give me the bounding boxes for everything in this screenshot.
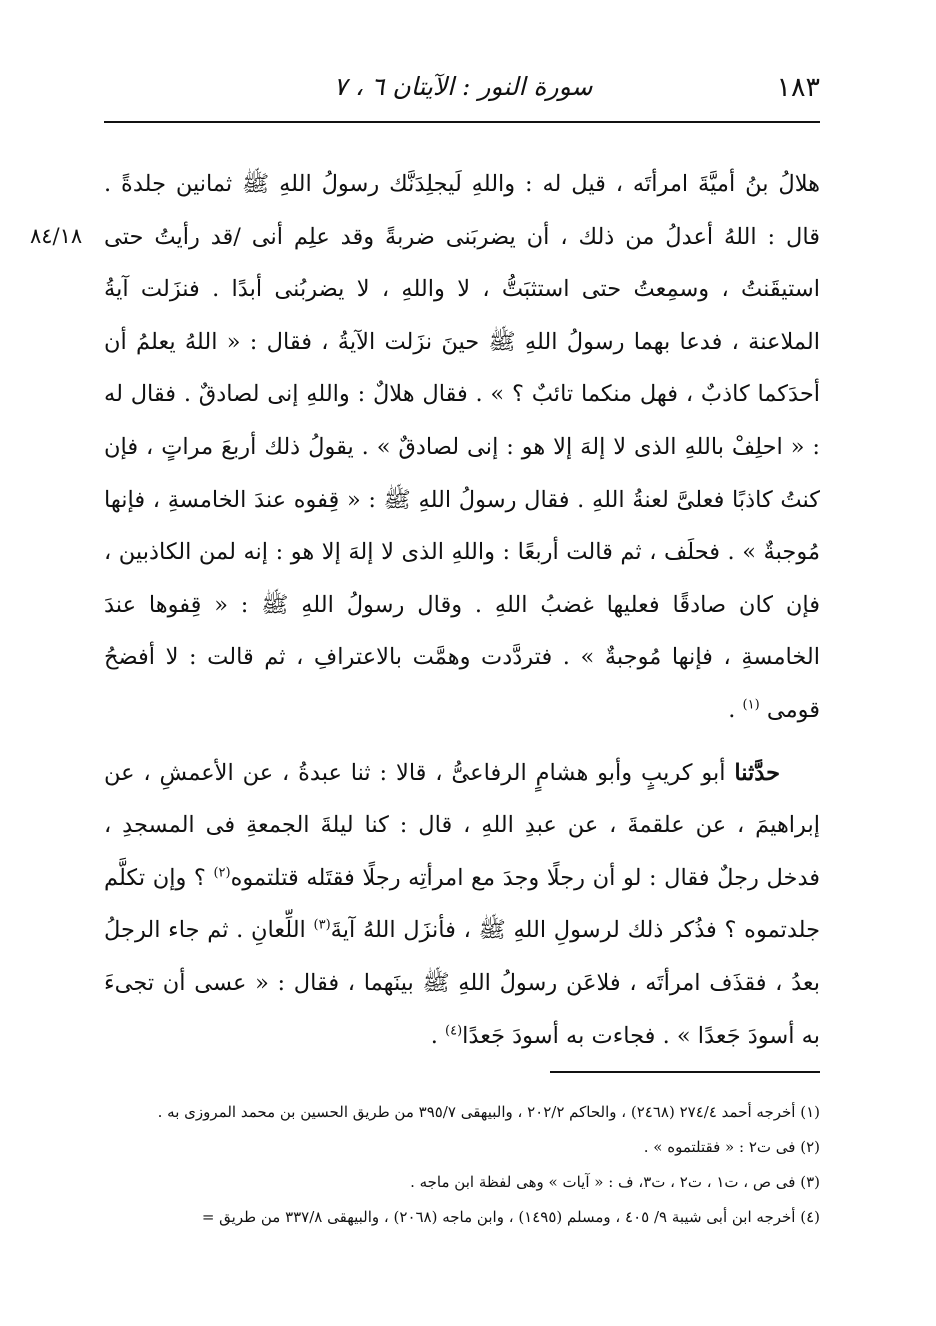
footnote-1: (١) أخرجه أحمد ٢٧٤/٤ (٢٤٦٨) ، والحاكم ٢٠٢/٢ ، والبيهقى ٣٩٥/٧ من طريق الحسين بن محمد المروزى به . xyxy=(157,1103,820,1121)
footnote-2: (٢) فى ت٢ : « فقتلتموه » . xyxy=(643,1138,820,1156)
margin-reference: ٨٤/١٨ xyxy=(30,224,83,248)
paragraph-2-text-a: أبو كريبٍ وأبو هشامٍ الرفاعىُّ ، قالا : ثنا عبدةُ ، عن الأعمشِ ، عن إبراهيمَ ، عن علقمةَ ، عن عبدِ اللهِ ، قال : كنا ليلةَ الجمعةِ فى المسجدِ ، فدخل رجلٌ فقال : لو أن رجلًا وجدَ مع امرأتِه رجلًا فقتَله قتلتموه xyxy=(104,759,821,891)
paragraph-1: هلالُ بنُ أميَّةَ امرأتَه ، قيل له : واللهِ لَيجلِدَنَّك رسولُ اللهِ ﷺ ثمانين جلدةً . قال : اللهُ أعدلُ من ذلك ، أن يضربَنى ضربةً وقد علِم أنى /قد رأيتُ حتى استيقَنتُ ، وسمِعتُ حتى استثبَتُّ ، لا واللهِ ، لا يضربُنى أبدًا . فنزَلت آيةُ الملاعنة ، فدعا بهما رسولُ اللهِ ﷺ حينَ نزَلت الآيةُ ، فقال : « اللهُ يعلمُ أن أحدَكما كاذبٌ ، فهل منكما تائبٌ ؟ » . فقال هلالٌ : واللهِ إنى لصادقٌ . فقال له : « احلِفْ باللهِ الذى لا إلهَ إلا هو : إنى لصادقٌ » . يقولُ ذلك أربعَ مراتٍ ، فإن كنتُ كاذبًا فعلىَّ لعنةُ اللهِ . فقال رسولُ اللهِ ﷺ : « قِفوه عندَ الخامسةِ ، فإنها مُوجبةٌ » . فحلَف ، ثم قالت أربعًا : واللهِ الذى لا إلهَ إلا هو : إنه لمن الكاذبين ، فإن كان صادقًا فعليها غضبُ اللهِ . وقال رسولُ اللهِ ﷺ : « قِفوها عندَ الخامسةِ ، فإنها مُوجبةٌ » . فتردَّدت وهمَّت بالاعترافِ ، ثم قالت : لا أفضحُ قومى $^{(١)}$ . xyxy=(104,171,820,723)
page-number: ١٨٣ xyxy=(776,72,820,103)
paragraph-2-text-c: اللِّعانِ . ثم جاء الرجلُ بعدُ ، فقذَف امرأتَه ، فلاعَن رسولُ اللهِ ﷺ بينَهما ، فقال : « عسى أن تجىءَ به أسودَ جَعدًا » . فجاءت به أسودَ جَعدًا xyxy=(104,917,820,1049)
running-title: سورة النور : الآيتان ٦ ، ٧ xyxy=(333,72,593,101)
footnote-ref-1[interactable]: (١) xyxy=(742,697,760,713)
footnote-separator xyxy=(550,1071,820,1073)
footnote-4: (٤) أخرجه ابن أبى شيبة ٩/ ٤٠٥ ، ومسلم (١٤٩٥) ، وابن ماجه (٢٠٦٨) ، والبيهقى ٣٣٧/٨ من طريق = xyxy=(201,1208,820,1226)
footnote-ref-3[interactable]: (٣) xyxy=(313,917,331,933)
paragraph-2-text-b: ؟ وإن تكلَّم جلدتموه ؟ فذُكر ذلك لرسولِ اللهِ ﷺ ، فأنزَل اللهُ آيةَ xyxy=(104,864,821,944)
footnote-ref-4[interactable]: (٤) xyxy=(445,1023,463,1038)
footnote-ref-2[interactable]: (٢) xyxy=(213,865,231,881)
footnotes xyxy=(104,1095,820,1235)
paragraph-1-text: هلالُ بنُ أميَّةَ امرأتَه ، قيل له : واللهِ لَيجلِدَنَّك رسولُ اللهِ ﷺ ثمانين جلدةً . قال : اللهُ أعدلُ من ذلك ، أن يضربَنى ضربةً وقد علِم أنى /قد رأيتُ حتى استيقَنتُ ، وسمِعتُ حتى استثبَتُّ ، لا واللهِ ، لا يضربُنى أبدًا . فنزَلت آيةُ الملاعنة ، فدعا بهما رسولُ اللهِ ﷺ حينَ نزَلت الآيةُ ، فقال : « اللهُ يعلمُ أن أحدَكما كاذبٌ ، فهل منكما تائبٌ ؟ » . فقال هلالٌ : واللهِ إنى لصادقٌ . فقال له : « احلِفْ باللهِ الذى لا إلهَ إلا هو : إنى لصادقٌ » . يقولُ ذلك أربعَ مراتٍ ، فإن كنتُ كاذبًا فعلىَّ لعنةُ اللهِ . فقال رسولُ اللهِ ﷺ : « قِفوه عندَ الخامسةِ ، فإنها مُوجبةٌ » . فحلَف ، ثم قالت أربعًا : واللهِ الذى لا إلهَ إلا هو : إنه لمن الكاذبين ، فإن كان صادقًا فعليها غضبُ اللهِ . وقال رسولُ اللهِ ﷺ : « قِفوها عندَ الخامسةِ ، فإنها مُوجبةٌ » . فتردَّدت وهمَّت بالاعترافِ ، ثم قالت : لا أفضحُ قومى xyxy=(104,171,820,723)
paragraph-2: حدَّثنا أبو كريبٍ وأبو هشامٍ الرفاعىُّ ، قالا : ثنا عبدةُ ، عن الأعمشِ ، عن إبراهيمَ ، عن علقمةَ ، عن عبدِ اللهِ ، قال : كنا ليلةَ الجمعةِ فى المسجدِ ، فدخل رجلٌ فقال : لو أن رجلًا وجدَ مع امرأتِه رجلًا فقتَله قتلتموه$^{(٢)}$ ؟ وإن تكلَّم جلدتموه ؟ فذُكر ذلك لرسولِ اللهِ ﷺ ، فأنزَل اللهُ آيةَ$^{(٣)}$ اللِّعانِ . ثم جاء الرجلُ بعدُ ، فقذَف امرأتَه ، فلاعَن رسولُ اللهِ ﷺ بينَهما ، فقال : « عسى أن تجىءَ به أسودَ جَعدًا » . فجاءت به أسودَ جَعدًا$^{(٤)}$ . xyxy=(104,759,821,1049)
footnote-3: (٣) فى ص ، ت١ ، ت٢ ، ت٣، ف : « آيات » وهى لفظة ابن ماجه . xyxy=(410,1173,820,1191)
header-rule xyxy=(104,121,820,123)
paragraph-2-lead: حدَّثنا xyxy=(734,759,780,786)
page-header xyxy=(106,72,820,112)
main-text xyxy=(104,158,820,1062)
